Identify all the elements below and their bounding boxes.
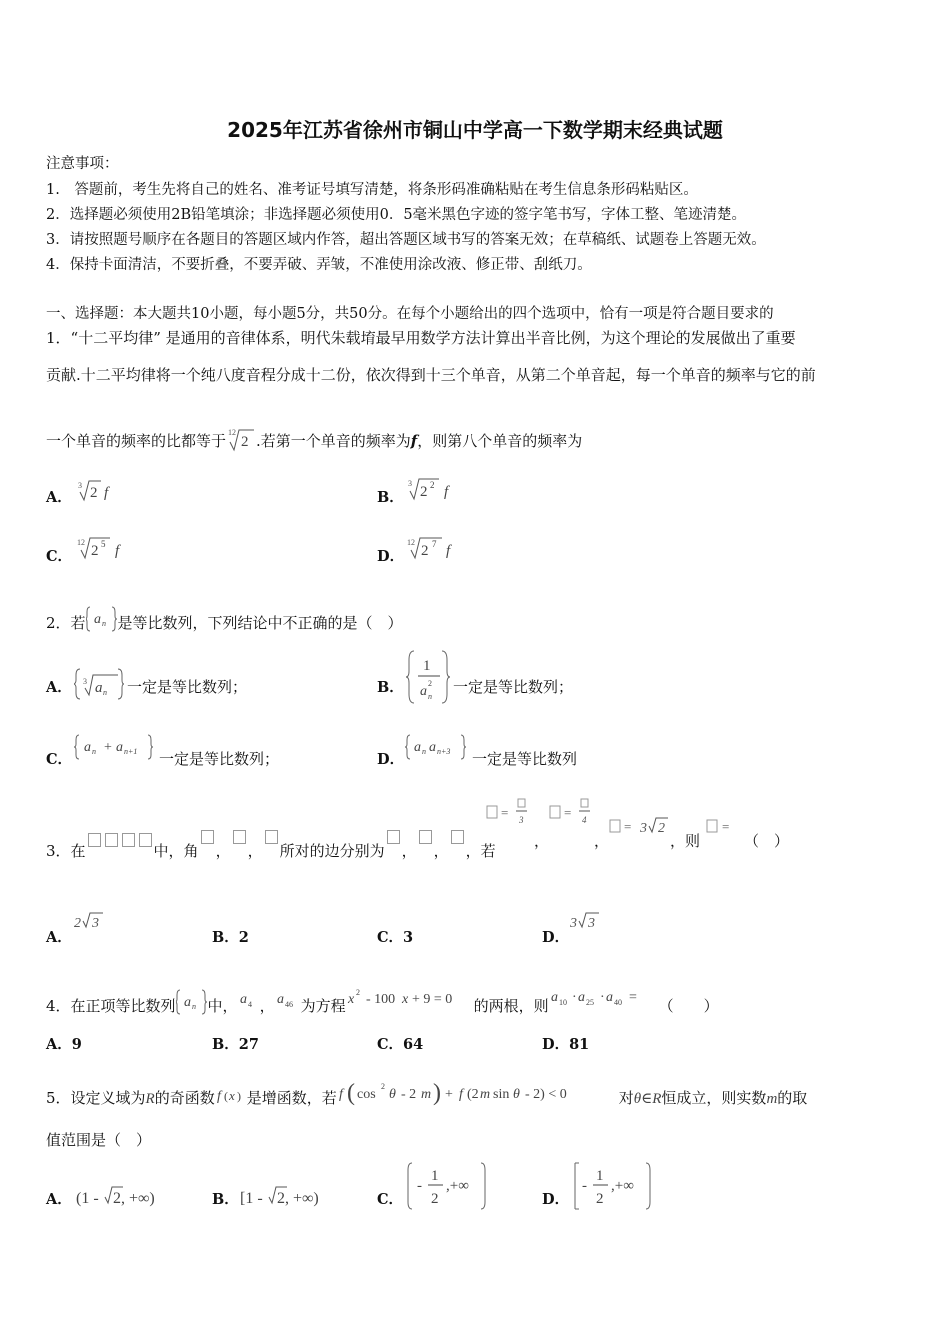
q2-option-a-formula [74,666,124,702]
page-title: 2025年江苏省徐州市铜山中学高一下数学期末经典试题 [227,118,723,142]
svg-text:f: f [446,543,451,559]
q2-option-b-label: B． [377,679,404,696]
svg-text:a: a [577,990,585,1005]
q3-triangle-placeholder [86,830,154,848]
svg-text:m: m [479,1087,490,1102]
q2-stem [46,604,403,634]
svg-text:a: a [183,995,191,1010]
svg-text:1: 1 [423,658,431,674]
svg-text:4: 4 [247,1000,252,1009]
q4-option-a-value: 9 [71,1036,82,1053]
svg-text:,+∞: ,+∞ [611,1178,634,1194]
svg-text:2: 2 [421,543,429,559]
svg-text:3: 3 [640,821,647,836]
q5-set-R-2: R [652,1091,662,1107]
q3-condition-side-3-root-2 [608,814,678,840]
q3-comma-2: ， [594,832,610,850]
q5-line-1 [46,1079,807,1109]
svg-text:2: 2 [91,543,99,559]
svg-text:f: f [458,1087,463,1102]
q1-option-b-label: B． [377,489,404,506]
svg-text:=: = [564,805,572,820]
svg-text:2: 2 [380,1082,385,1091]
svg-text:=: = [624,819,632,834]
q4-text-5: 的两根，则 [473,997,549,1015]
q3-condition-a-pi-over-3 [485,798,535,832]
svg-text:a: a [550,990,558,1005]
q5-theta-in-R: θ [633,1091,642,1107]
svg-text:m: m [420,1087,431,1102]
svg-text:[1 -: [1 - [240,1190,263,1207]
q1-option-a-label: A． [46,489,72,506]
svg-text:3: 3 [588,916,595,931]
svg-text:n: n [191,1002,196,1011]
svg-text:3: 3 [570,916,577,931]
placeholder-box [265,830,278,844]
svg-text:1: 1 [596,1168,604,1184]
svg-text:3: 3 [408,479,412,488]
q5-function-fx [215,1085,247,1107]
svg-text:,+∞: ,+∞ [446,1178,469,1194]
q1-option-a-formula [76,476,126,504]
q5-inequality [337,1079,619,1109]
q3-option-c-label: C． [377,929,404,946]
svg-text:4: 4 [582,815,587,825]
svg-text:n+3: n+3 [437,747,451,756]
svg-text:=: = [722,819,730,834]
svg-text:n: n [101,619,106,628]
q4-term-a4 [238,989,260,1013]
svg-text:25: 25 [585,998,594,1007]
svg-text:n+1: n+1 [124,747,138,756]
q2-option-c-formula [74,732,156,762]
q3-text-3: ， [215,842,231,860]
svg-text:a: a [420,684,427,699]
placeholder-box [139,833,152,847]
svg-text:·: · [571,990,577,1005]
svg-text:(2: (2 [466,1087,479,1102]
svg-text:a: a [239,992,247,1007]
svg-text:3: 3 [92,916,99,931]
q4-option-d [542,1033,589,1054]
svg-text:3: 3 [83,677,87,686]
svg-text:a: a [276,992,284,1007]
svg-text:n: n [92,747,96,756]
svg-text:θ: θ [512,1087,520,1102]
svg-text:-: - [582,1178,587,1194]
q5-option-d-formula [572,1160,654,1212]
svg-text:a: a [84,740,91,755]
q5-option-c-label: C． [377,1191,404,1208]
svg-text:2: 2 [355,988,360,997]
q2-option-a-label: A． [46,679,72,696]
note-item-1: 1. 答题前，考生先将自己的姓名、准考证号填写清楚，将条形码准确粘贴在考生信息条形码粘贴区。 [46,182,698,198]
svg-text:): ) [432,1080,441,1106]
placeholder-box [451,830,464,844]
svg-text:2: 2 [431,1191,439,1207]
placeholder-box [122,833,135,847]
svg-text:2: 2 [596,1191,604,1207]
svg-text:x: x [228,1088,235,1103]
svg-text:(: ( [223,1089,228,1103]
svg-text:2, +∞): 2, +∞) [113,1190,155,1207]
q3-then: ，则 [670,832,701,850]
q4-sequence-an [176,987,208,1017]
svg-text:x: x [347,992,354,1007]
svg-text:f: f [104,485,109,501]
svg-text:=: = [501,805,509,820]
q3-text-1: 3．在 [46,842,86,860]
q5-text-2: 的奇函数 [154,1089,215,1107]
svg-text:a: a [95,680,103,696]
svg-text:46: 46 [284,1000,293,1009]
placeholder-box [88,833,101,847]
note-item-3: 3．请按照题号顺序在各题目的答题区域内作答，超出答题区域书写的答案无效；在草稿纸、试题卷上答题无效。 [46,232,766,248]
q2-option-d-text: 一定是等比数列 [472,750,578,768]
svg-text:x: x [401,992,408,1007]
svg-text:a: a [429,740,436,755]
svg-text:f: f [444,484,449,500]
svg-text:10: 10 [558,998,567,1007]
q3-option-c-value: 3 [403,929,414,946]
q3-option-b [212,926,249,947]
svg-text:a: a [605,990,613,1005]
q4-option-b-value: 27 [238,1036,259,1053]
twelfth-root-2-formula [226,426,256,454]
svg-text:a: a [93,612,101,627]
section-heading: 一、选择题：本大题共10小题，每小题5分，共50分。在每个小题给出的四个选项中，恰有一项是符合题目要求的 [46,306,774,322]
q1-line-3 [46,426,582,454]
q3-text-5: 所对的边分别为 [279,842,385,860]
q3-text-6: ， [401,842,417,860]
svg-text:2: 2 [90,485,98,501]
svg-text:2: 2 [241,434,249,450]
svg-text:2: 2 [420,484,428,500]
svg-text:2: 2 [430,480,435,490]
q3-text-2: 中，角 [153,842,199,860]
q4-option-d-value: 81 [569,1036,590,1053]
svg-text:12: 12 [77,538,85,547]
svg-text:+: + [104,740,112,755]
svg-text:5: 5 [101,539,106,549]
q4-product-expression [549,987,659,1013]
q2-option-c-label: C． [46,751,73,768]
q1-option-c-formula [76,533,130,563]
q4-option-b [212,1033,259,1054]
svg-text:12: 12 [228,428,237,437]
svg-text:3: 3 [78,481,82,490]
placeholder-box [387,830,400,844]
svg-text:2, +∞): 2, +∞) [277,1190,319,1207]
svg-text:- 100: - 100 [365,992,395,1007]
q4-quadratic-equation [346,987,474,1013]
q2-option-d-formula [405,732,469,762]
q4-stem [46,987,719,1017]
q4-text-1: 4．在正项等比数列 [46,997,176,1015]
svg-text:+: + [444,1087,453,1102]
q3-text-8: ，若 [465,842,496,860]
q3-option-d-label: D． [542,929,570,946]
q4-option-c [377,1033,423,1054]
svg-text:- 2: - 2 [400,1087,416,1102]
q4-option-d-label: D． [542,1036,570,1053]
q4-text-4: 为方程 [300,997,346,1015]
q5-var-m: m [766,1091,778,1107]
q3-stem [46,830,496,861]
q1-line-3-text-a: 一个单音的频率的比都等于 [46,432,227,450]
svg-text:(: ( [346,1080,355,1106]
q5-line-2: 值范围是（ ） [46,1131,152,1149]
q1-option-c-label: C． [46,548,73,565]
q5-text-5: 恒成立，则实数 [661,1089,767,1107]
q4-option-a [46,1033,82,1054]
svg-text:7: 7 [432,539,437,549]
q3-unknown-equals [705,814,739,836]
svg-text:3: 3 [519,815,524,825]
q1-option-b-formula [406,474,456,504]
q1-line-3-text-b: .若第一个单音的频率为 [256,432,411,450]
svg-text:n: n [422,747,426,756]
q3-answer-paren: （ ） [744,832,790,850]
q1-option-d-formula [406,533,460,563]
q3-text-7: ， [433,842,449,860]
svg-text:(1 -: (1 - [76,1190,99,1207]
q5-option-c-formula [405,1160,489,1212]
svg-text:a: a [414,740,421,755]
q3-condition-b-pi-over-4 [548,798,598,832]
svg-text:): ) [236,1089,241,1103]
q4-text-2: 中， [207,997,238,1015]
q2-option-b-formula [406,648,450,706]
q3-option-a-formula [72,910,108,934]
placeholder-box [105,833,118,847]
q5-text-3: 是增函数，若 [246,1089,337,1107]
q4-option-b-label: B． [212,1036,239,1053]
svg-text:=: = [628,990,637,1005]
svg-text:2: 2 [658,821,665,836]
placeholder-box [419,830,432,844]
q4-option-a-label: A． [46,1036,72,1053]
q5-text-1: 5．设定义域为 [46,1089,146,1107]
q3-option-b-label: B． [212,929,239,946]
q3-text-4: ， [247,842,263,860]
svg-text:f: f [338,1087,343,1102]
q3-comma-1: ， [534,832,550,850]
q3-option-a-label: A． [46,929,72,946]
svg-text:2: 2 [428,679,432,688]
q2-option-a-text: 一定是等比数列； [127,678,248,696]
q5-element-of-symbol: ∈ [641,1091,653,1107]
q5-set-R: R [145,1091,155,1107]
svg-text:+ 9 = 0: + 9 = 0 [411,992,452,1007]
q4-text-6: （ ） [658,997,719,1015]
q4-text-3: ， [259,997,275,1015]
svg-text:f: f [216,1089,221,1104]
q2-sequence-an [86,604,118,634]
q5-option-a-formula [74,1178,174,1210]
q4-term-a46 [275,989,301,1013]
q4-option-c-value: 64 [403,1036,424,1053]
svg-text:12: 12 [407,538,415,547]
svg-text:a: a [116,740,123,755]
q3-option-d-formula [568,910,604,934]
q2-option-d-label: D． [377,751,405,768]
note-item-4: 4．保持卡面清洁，不要折叠，不要弄破、弄皱，不准使用涂改液、修正带、刮纸刀。 [46,257,592,273]
q2-stem-text-b: 是等比数列，下列结论中不正确的是（ ） [117,614,403,632]
q5-text-6: 的取 [777,1089,808,1107]
q4-option-c-label: C． [377,1036,404,1053]
svg-text:sin: sin [492,1087,510,1102]
q1-line-3-text-c: ，则第八个单音的频率为 [417,432,583,450]
q1-variable-f: f [410,432,418,450]
q1-line-1: 1．“十二平均律” 是通用的音律体系，明代朱载堉最早用数学方法计算出半音比例，为这个理论的发展做出了重要 [46,329,796,347]
q5-text-4: 对 [618,1089,634,1107]
placeholder-box [233,830,246,844]
svg-text:cos: cos [356,1087,376,1102]
q2-stem-text-a: 2．若 [46,614,86,632]
q3-option-c [377,926,413,947]
q5-option-a-label: A． [46,1191,72,1208]
note-item-2: 2．选择题必须使用2B铅笔填涂；非选择题必须使用0．5毫米黑色字迹的签字笔书写，字体工整、笔迹清楚。 [46,207,747,223]
q1-line-2: 贡献.十二平均律将一个纯八度音程分成十二份，依次得到十三个单音，从第二个单音起，每一个单音的频率与它的前 [46,366,816,384]
placeholder-box [201,830,214,844]
svg-text:-: - [417,1178,422,1194]
notes-heading: 注意事项： [46,156,119,172]
q2-option-b-text: 一定是等比数列； [453,678,574,696]
q5-option-d-label: D． [542,1191,570,1208]
svg-text:2: 2 [74,916,81,931]
svg-text:1: 1 [431,1168,439,1184]
q5-option-b-label: B． [212,1191,239,1208]
svg-text:40: 40 [613,998,622,1007]
svg-text:n: n [428,692,432,701]
svg-text:θ: θ [388,1087,396,1102]
q3-option-b-value: 2 [238,929,249,946]
svg-text:·: · [599,990,605,1005]
q5-option-b-formula [238,1178,338,1210]
q2-option-c-text: 一定是等比数列； [159,750,280,768]
q1-option-d-label: D． [377,548,405,565]
svg-text:n: n [103,688,107,697]
svg-text:f: f [115,543,120,559]
svg-text:- 2) < 0: - 2) < 0 [524,1087,567,1102]
